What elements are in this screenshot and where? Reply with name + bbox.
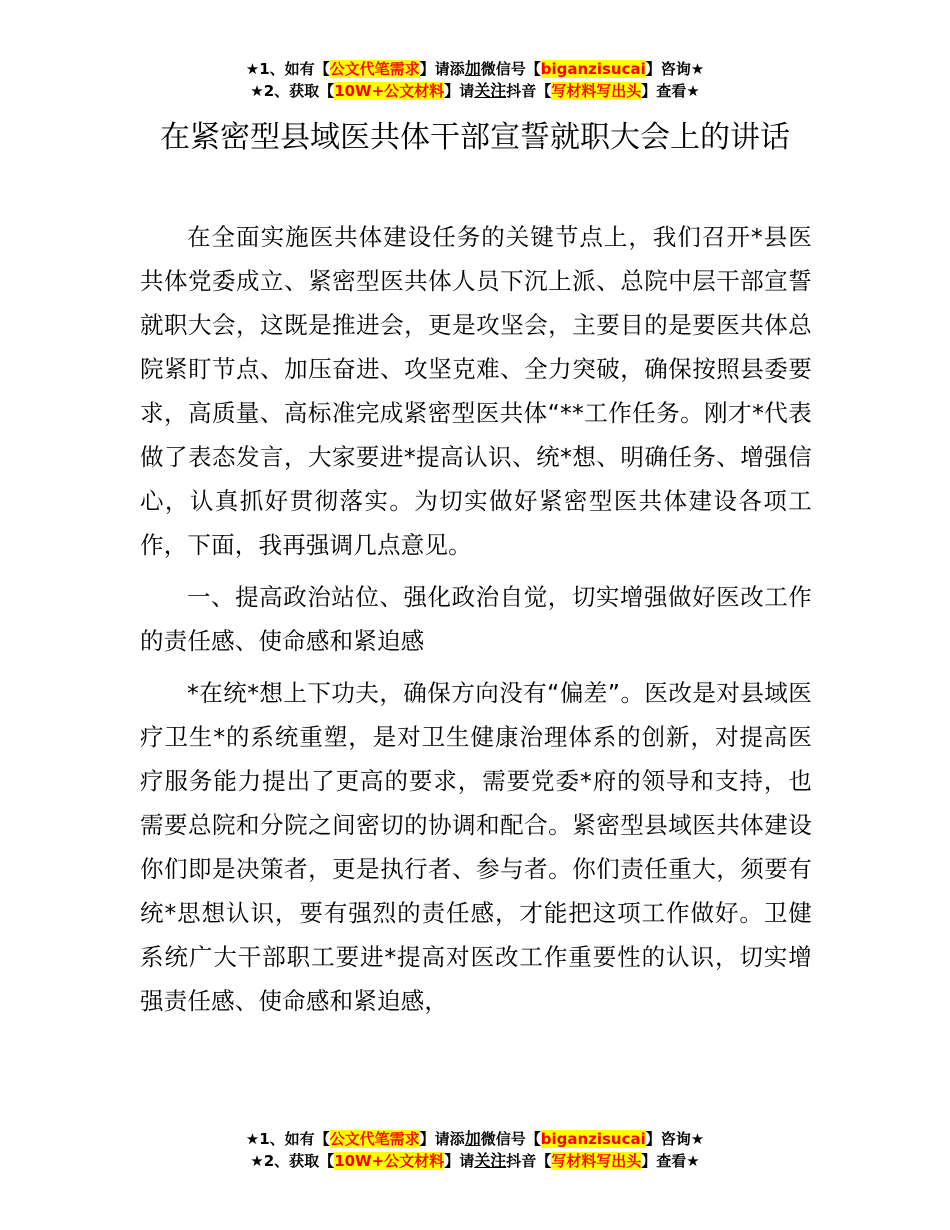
- banner-text: 】咨询★: [645, 60, 705, 78]
- paragraph-section-1: *在统*想上下功夫，确保方向没有“偏差”。医改是对县域医疗卫生*的系统重塑，是对卫生健康治理体系的创新，对提高医疗服务能力提出了更高的要求，需要党委*府的领导和支持，也需要总院和分院之间密切的协调和配合。紧密型县域医共体建设你们即是决策者，更是执行者、参与者。你们责任重大，须要有统*思想认识，要有强烈的责任感，才能把这项工作做好。卫健系统广大干部职工要进*提高对医改工作重要性的认识，切实增强责任感、使命感和紧迫感，: [140, 679, 812, 1015]
- banner-text: ★2、获取【: [250, 82, 335, 100]
- section-heading-1: 一、提高政治站位、强化政治自觉，切实增强做好医改工作的责任感、使命感和紧迫感: [140, 583, 812, 655]
- banner-text: ★2、获取【: [250, 1152, 335, 1170]
- banner-highlight: 10W+公文材料: [334, 1152, 445, 1170]
- banner-text: 】请: [444, 1152, 475, 1170]
- paragraph-intro: 在全面实施医共体建设任务的关键节点上，我们召开*县医共体党委成立、紧密型医共体人员下沉上派、总院中层干部宣誓就职大会，这既是推进会，更是攻坚会，主要目的是要医共体总院紧盯节点、加压奋进、攻坚克难、全力突破，确保按照县委要求，高质量、高标准完成紧密型医共体“**工作任务。刚才*代表做了表态发言，大家要进*提高认识、统*想、明确任务、增强信心，认真抓好贯彻落实。为切实做好紧密型医共体建设各项工作，下面，我再强调几点意见。: [140, 223, 812, 559]
- banner-text: 抖音【: [506, 82, 552, 100]
- banner-text: 】查看★: [641, 1152, 700, 1170]
- banner-highlight: 公文代笔需求: [329, 1130, 420, 1148]
- banner-highlight: 写材料写出头: [551, 1152, 642, 1170]
- banner-emphasis: 加: [464, 1129, 481, 1148]
- banner-highlight: 公文代笔需求: [329, 60, 420, 78]
- banner-line-1: [0, 1128, 950, 1150]
- document-title: 在紧密型县域医共体干部宣誓就职大会上的讲话: [160, 120, 790, 155]
- banner-highlight: 10W+公文材料: [334, 82, 445, 100]
- banner-line-2: [0, 80, 950, 102]
- banner-text: ★1、如有【: [245, 1130, 330, 1148]
- banner-text: 】咨询★: [645, 1130, 705, 1148]
- banner-text: 】查看★: [641, 82, 700, 100]
- banner-highlight: biganzisucai: [540, 1130, 646, 1148]
- header-banner: [0, 58, 950, 102]
- banner-line-1: [0, 58, 950, 80]
- banner-line-2: [0, 1150, 950, 1172]
- banner-text: 微信号【: [480, 60, 541, 78]
- banner-text: ★1、如有【: [245, 60, 330, 78]
- banner-emphasis: 关注: [474, 81, 507, 100]
- banner-highlight: 写材料写出头: [551, 82, 642, 100]
- banner-emphasis: 关注: [474, 1151, 507, 1170]
- banner-text: 】请添: [419, 60, 465, 78]
- footer-banner: [0, 1128, 950, 1172]
- banner-emphasis: 加: [464, 59, 481, 78]
- banner-highlight: biganzisucai: [540, 60, 646, 78]
- banner-text: 抖音【: [506, 1152, 552, 1170]
- banner-text: 】请添: [419, 1130, 465, 1148]
- banner-text: 微信号【: [480, 1130, 541, 1148]
- banner-text: 】请: [444, 82, 475, 100]
- document-body: [140, 215, 812, 1031]
